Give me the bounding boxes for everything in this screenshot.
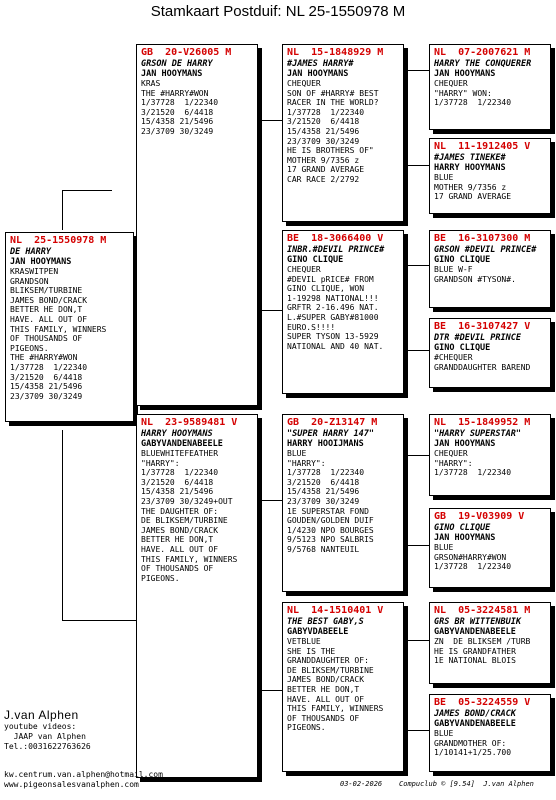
- pigeon-info: CHEQUER "HARRY" WON: 1/37728 1/22340: [434, 79, 512, 108]
- pigeon-info: CHEQUER SON OF #HARRY# BEST RACER IN THE WORLD? 1/37728 1/22340 3/21520 6/4418 15/4358 21/5496 23/3709 30/3249 HE IS BROTHERS OF" MOTHER 9/7356 z 17 GRAND AVERAGE CAR RACE 2/2792: [287, 79, 379, 184]
- pigeon-card-ffm: [429, 138, 551, 214]
- owner-name: JAN HOOYMANS: [434, 439, 496, 449]
- connector-line: [404, 455, 429, 456]
- pigeon-info: CHEQUER "HARRY": 1/37728 1/22340: [434, 449, 512, 478]
- contact-info: [4, 770, 163, 790]
- breeder-info: [4, 708, 91, 752]
- pigeon-name: INBR.#DEVIL PRINCE#: [287, 245, 385, 255]
- owner-name: GINO CLIQUE: [434, 255, 491, 265]
- ring-number: NL 15-1848929 M: [287, 47, 384, 58]
- pigeon-name: #JAMES TINEKE#: [434, 153, 506, 163]
- pigeon-card-father: [136, 44, 258, 406]
- pigeon-info: BLUE GRANDMOTHER OF: 1/10141+1/25.700: [434, 729, 512, 758]
- ring-number: NL 15-1849952 M: [434, 417, 531, 428]
- ring-number: GB 20-V26005 M: [141, 47, 232, 58]
- breeder-line: JAAP van Alphen: [4, 732, 86, 741]
- pigeon-info: BLUE MOTHER 9/7356 z 17 GRAND AVERAGE: [434, 173, 512, 202]
- pigeon-info: #CHEQUER GRANDDAUGHTER BAREND: [434, 353, 531, 372]
- pigeon-name: HARRY THE CONQUERER: [434, 59, 532, 69]
- website-link[interactable]: www.pigeonsalesvanalphen.com: [4, 780, 139, 789]
- pigeon-info: CHEQUER #DEVIL pRICE# FROM GINO CLIQUE, WON 1-19298 NATIONAL!!! GRFTR 2-16.496 NAT. L.#SUPER GABY#81000 EURO.S!!!! SUPER TYSON 13-5929 NATIONAL AND 40 NAT.: [287, 265, 384, 351]
- connector-line: [404, 70, 429, 71]
- owner-name: GABYVANDENABEELE: [434, 627, 516, 637]
- pigeon-info: BLUE "HARRY": 1/37728 1/22340 3/21520 6/4418 15/4358 21/5496 23/3709 30/3249 1E SUPERSTAR FOND GOUDEN/GOLDEN DUIF 1/4230 NPO BOURGES 9/5123 NPO SALBRIS 9/5768 NANTEUIL: [287, 449, 374, 554]
- connector-line: [404, 730, 429, 731]
- connector-line: [62, 190, 112, 191]
- pigeon-card-mm: [282, 602, 404, 772]
- ring-number: NL 05-3224581 M: [434, 605, 531, 616]
- connector-line: [404, 165, 429, 166]
- ring-number: NL 25-1550978 M: [10, 235, 107, 246]
- ring-number: NL 11-1912405 V: [434, 141, 531, 152]
- print-date: 03-02-2026: [340, 780, 383, 788]
- connector-line: [404, 545, 429, 546]
- pigeon-info: VETBLUE SHE IS THE GRANDDAUGHTER OF: DE BLIKSEM/TURBINE JAMES BOND/CRACK BETTER HE DON,T HAVE. ALL OUT OF THIS FAMILY, WINNERS OF THOUSANDS OF PIGEONS.: [287, 637, 384, 733]
- pigeon-info: KRAS THE #HARRY#WON 1/37728 1/22340 3/21520 6/4418 15/4358 21/5496 23/3709 30/3249: [141, 79, 219, 136]
- author-credit: J.van Alphen: [483, 780, 534, 788]
- pigeon-name: "SUPER HARRY 147": [287, 429, 374, 439]
- pigeon-card-fmm: [429, 318, 551, 388]
- pigeon-info: BLUEWHITEFEATHER "HARRY": 1/37728 1/22340 3/21520 6/4418 15/4358 21/5496 23/3709 30/3249+OUT THE DAUGHTER OF: DE BLIKSEM/TURBINE JAMES BOND/CRACK BETTER HE DON,T HAVE. ALL OUT OF THIS FAMILY, WINNERS OF THOUSANDS OF PIGEONS.: [141, 449, 238, 583]
- ring-number: BE 18-3066400 V: [287, 233, 384, 244]
- pigeon-info: BLUE W-F GRANDSON #TYSON#.: [434, 265, 516, 284]
- owner-name: GINO CLIQUE: [287, 255, 344, 265]
- owner-name: HARRY HOOYMANS: [434, 163, 506, 173]
- email-link[interactable]: kw.centrum.van.alphen@hotmail.com: [4, 770, 163, 779]
- pigeon-info: KRASWITPEN GRANDSON BLIKSEM/TURBINE JAMES BOND/CRACK BETTER HE DON,T HAVE. ALL OUT OF THIS FAMILY, WINNERS OF THOUSANDS OF PIGEONS. THE #HARRY#WON 1/37728 1/22340 3/21520 6/4418 15/4358 21/5496 23/3709 30/3249: [10, 267, 107, 401]
- pigeon-name: THE BEST GABY,S: [287, 617, 364, 627]
- connector-line: [404, 640, 429, 641]
- pigeon-name: GRSON DE HARRY: [141, 59, 213, 69]
- connector-line: [62, 430, 63, 620]
- ring-number: BE 05-3224559 V: [434, 697, 531, 708]
- breeder-phone: Tel.:0031622763626: [4, 742, 91, 751]
- pigeon-card-mother: [136, 414, 258, 778]
- connector-line: [62, 190, 63, 230]
- software-credit: Compuclub © [9.54]: [399, 780, 475, 788]
- pigeon-info: BLUE GRSON#HARRY#WON 1/37728 1/22340: [434, 543, 512, 572]
- pigeon-name: JAMES BOND/CRACK: [434, 709, 516, 719]
- pigeon-card-subject: [5, 232, 134, 422]
- ring-number: BE 16-3107300 M: [434, 233, 531, 244]
- pigeon-card-mf: [282, 414, 404, 592]
- connector-line: [258, 690, 282, 691]
- connector-line: [404, 265, 429, 266]
- pigeon-name: DTR #DEVIL PRINCE: [434, 333, 521, 343]
- ring-number: GB 19-V03909 V: [434, 511, 525, 522]
- owner-name: JAN HOOYMANS: [434, 69, 496, 79]
- connector-line: [258, 120, 282, 121]
- connector-line: [258, 500, 282, 501]
- pigeon-card-fff: [429, 44, 551, 130]
- owner-name: HARRY HOOIJMANS: [287, 439, 364, 449]
- owner-name: GABYVDABEELE: [287, 627, 349, 637]
- connector-line: [404, 350, 429, 351]
- ring-number: BE 16-3107427 V: [434, 321, 531, 332]
- owner-name: JAN HOOYMANS: [141, 69, 203, 79]
- ring-number: NL 07-2007621 M: [434, 47, 531, 58]
- owner-name: GABYVANDENABEELE: [434, 719, 516, 729]
- owner-name: GINO CLIQUE: [434, 343, 491, 353]
- ring-number: NL 23-9589481 V: [141, 417, 238, 428]
- pigeon-card-mff: [429, 414, 551, 496]
- pigeon-name: "HARRY SUPERSTAR": [434, 429, 521, 439]
- breeder-line: youtube videos:: [4, 722, 77, 731]
- pigeon-card-mmm: [429, 694, 551, 772]
- connector-line: [258, 310, 282, 311]
- owner-name: JAN HOOYMANS: [287, 69, 349, 79]
- breeder-name: J.van Alphen: [4, 708, 79, 722]
- owner-name: JAN HOOYMANS: [10, 257, 72, 267]
- pigeon-name: #JAMES HARRY#: [287, 59, 354, 69]
- page-title: Stamkaart Postduif: NL 25-1550978 M: [150, 3, 406, 20]
- connector-line: [258, 120, 259, 310]
- pigeon-name: DE HARRY: [10, 247, 51, 257]
- owner-name: GABYVANDENABEELE: [141, 439, 223, 449]
- pigeon-name: GINO CLIQUE: [434, 523, 491, 533]
- pigeon-card-mfm: [429, 508, 551, 588]
- ring-number: NL 14-1510401 V: [287, 605, 384, 616]
- pigeon-card-mmf: [429, 602, 551, 684]
- owner-name: JAN HOOYMANS: [434, 533, 496, 543]
- pigeon-name: GRS BR WITTENBUIK: [434, 617, 521, 627]
- pigeon-info: ZN DE BLIKSEM /TURB HE IS GRANDFATHER 1E NATIONAL BLOIS: [434, 637, 531, 666]
- pigeon-card-fmf: [429, 230, 551, 308]
- footer: [340, 780, 534, 788]
- connector-line: [62, 620, 136, 621]
- pigeon-name: GRSON #DEVIL PRINCE#: [434, 245, 537, 255]
- pigeon-card-ff: [282, 44, 404, 222]
- pigeon-card-fm: [282, 230, 404, 394]
- ring-number: GB 20-Z13147 M: [287, 417, 378, 428]
- pigeon-name: HARRY HOOYMANS: [141, 429, 213, 439]
